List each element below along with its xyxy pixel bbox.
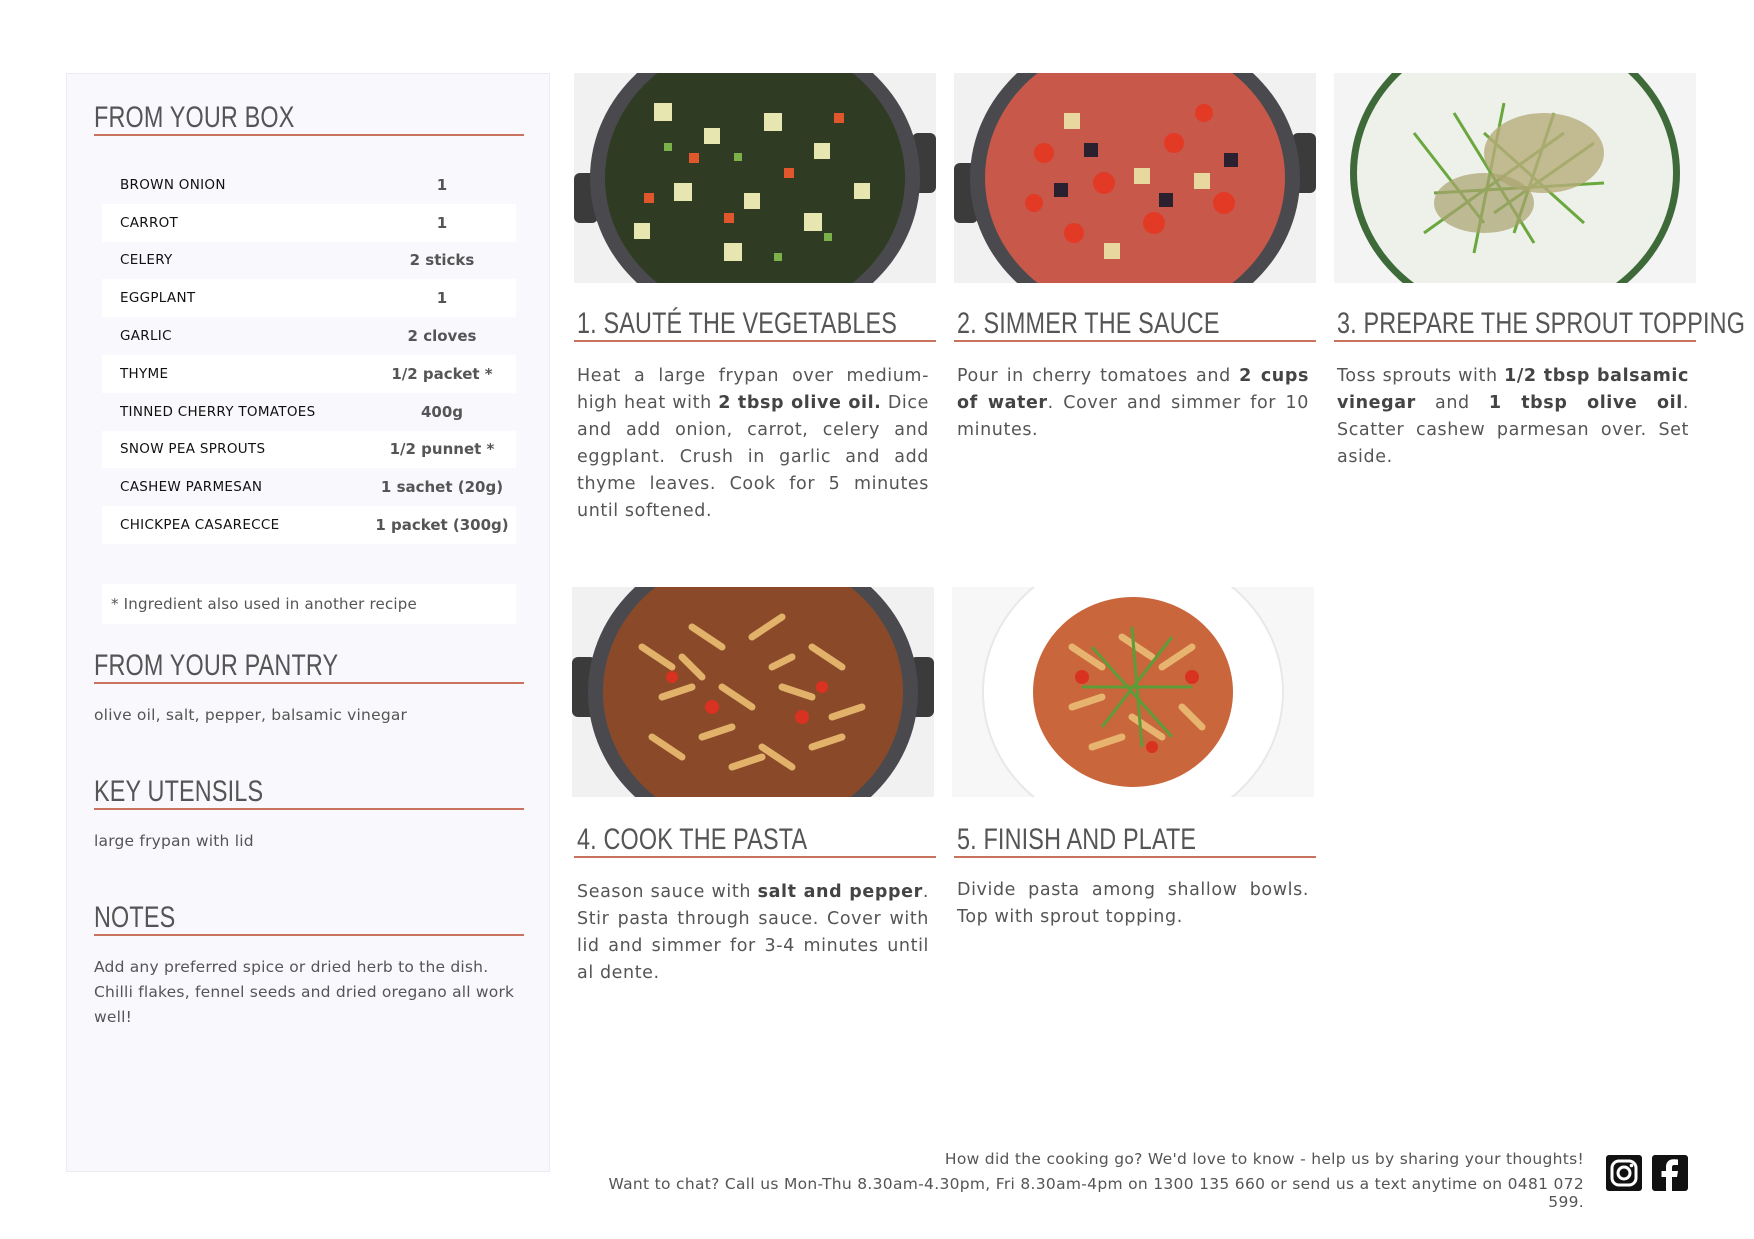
ingredient-quantity: 1 packet (300g) [375,516,509,535]
step-3-instructions [1337,363,1689,471]
instruction-text: Season sauce with [577,882,758,902]
ingredient-row [102,279,516,317]
ingredient-row [102,393,516,431]
step-1-photo [574,73,936,283]
step-1-instructions [577,363,929,525]
bold-ingredient: salt and pepper [757,882,923,902]
instruction-text: . Stir pasta through sauce. Cover with lid and simmer for 3-4 minutes until al dente. [577,882,929,983]
from-your-pantry-heading: FROM YOUR PANTRY [94,649,339,682]
utensils-text: large frypan with lid [94,832,254,850]
step-1-title: 1. SAUTÉ THE VEGETABLES [577,307,898,340]
instruction-text: Pour in cherry tomatoes and [957,366,1240,386]
pantry-text: olive oil, salt, pepper, balsamic vinegar [94,706,408,724]
ingredient-table [102,166,516,544]
ingredient-row [102,355,516,393]
ingredient-name: BROWN ONION [120,176,226,193]
ingredient-row [102,317,516,355]
section-rule [94,934,524,936]
step-3-title: 3. PREPARE THE SPROUT TOPPING [1337,307,1746,340]
section-rule [94,134,524,136]
instruction-text: . Scatter cashew parmesan over. Set aside. [1337,393,1689,467]
step-4-instructions [577,879,929,987]
ingredient-name: TINNED CHERRY TOMATOES [120,403,316,420]
step-2-title: 2. SIMMER THE SAUCE [957,307,1220,340]
from-your-box-heading: FROM YOUR BOX [94,101,295,134]
step-rule [574,340,936,342]
ingredient-name: CHICKPEA CASARECCE [120,517,280,534]
ingredient-name: CASHEW PARMESAN [120,479,263,496]
ingredient-name: SNOW PEA SPROUTS [120,441,266,458]
step-5-instructions [957,877,1309,931]
step-rule [574,856,936,858]
ingredient-name: CELERY [120,252,173,269]
feedback-text: How did the cooking go? We'd love to know - help us by sharing your thoughts! [944,1150,1584,1168]
ingredient-quantity: 2 cloves [407,327,477,346]
ingredient-row [102,468,516,506]
bold-ingredient: 1/2 tbsp balsamic vinegar [1337,366,1689,413]
bold-ingredient: 2 cups of water [957,366,1309,413]
step-rule [954,340,1316,342]
instruction-text: Divide pasta among shallow bowls. Top with sprout topping. [957,880,1309,927]
ingredient-name: THYME [120,365,169,382]
instruction-text: and [1415,393,1489,413]
step-5-title: 5. FINISH AND PLATE [957,823,1197,856]
step-rule [954,856,1316,858]
step-3-photo [1334,73,1696,283]
step-2-photo [954,73,1316,283]
instagram-icon[interactable] [1606,1155,1642,1191]
ingredient-quantity: 1 [436,289,448,308]
instruction-text: Heat a large frypan over medium-high heat with [577,366,929,413]
instruction-text: Dice and add onion, carrot, celery and eggplant. Crush in garlic and add thyme leaves. Cook for 5 minutes until softened. [577,393,929,521]
ingredient-footnote: * Ingredient also used in another recipe [102,584,516,624]
ingredient-quantity: 1 [436,213,448,232]
ingredient-row [102,506,516,544]
instruction-text: . Cover and simmer for 10 minutes. [957,393,1309,440]
ingredient-quantity: 400g [420,402,464,421]
ingredient-row [102,166,516,204]
ingredient-row [102,431,516,469]
step-5-photo [952,587,1314,797]
notes-text: Add any preferred spice or dried herb to the dish. Chilli flakes, fennel seeds and dried oregano all work well! [94,958,515,1026]
section-rule [94,682,524,684]
step-4-title: 4. COOK THE PASTA [577,823,808,856]
ingredient-name: GARLIC [120,328,172,345]
contact-text: Want to chat? Call us Mon-Thu 8.30am-4.30pm, Fri 8.30am-4pm on 1300 135 660 or send us a text anytime on 0481 072 599. [608,1175,1584,1211]
ingredient-quantity: 1/2 punnet * [389,440,495,459]
ingredient-name: EGGPLANT [120,290,196,307]
facebook-icon[interactable] [1652,1155,1688,1191]
ingredient-quantity: 1/2 packet * [391,364,493,383]
ingredients-panel [66,73,550,1172]
ingredient-row [102,242,516,280]
ingredient-quantity: 1 [436,175,448,194]
instruction-text: Toss sprouts with [1337,366,1505,386]
ingredient-quantity: 2 sticks [409,251,475,270]
ingredient-quantity: 1 sachet (20g) [380,478,504,497]
step-rule [1334,340,1696,342]
bold-ingredient: 2 tbsp olive oil. [718,393,882,413]
bold-ingredient: 1 tbsp olive oil [1488,393,1683,413]
key-utensils-heading: KEY UTENSILS [94,775,264,808]
step-4-photo [572,587,934,797]
section-rule [94,808,524,810]
ingredient-name: CARROT [120,214,179,231]
step-2-instructions [957,363,1309,444]
ingredient-row [102,204,516,242]
notes-heading: NOTES [94,901,176,934]
